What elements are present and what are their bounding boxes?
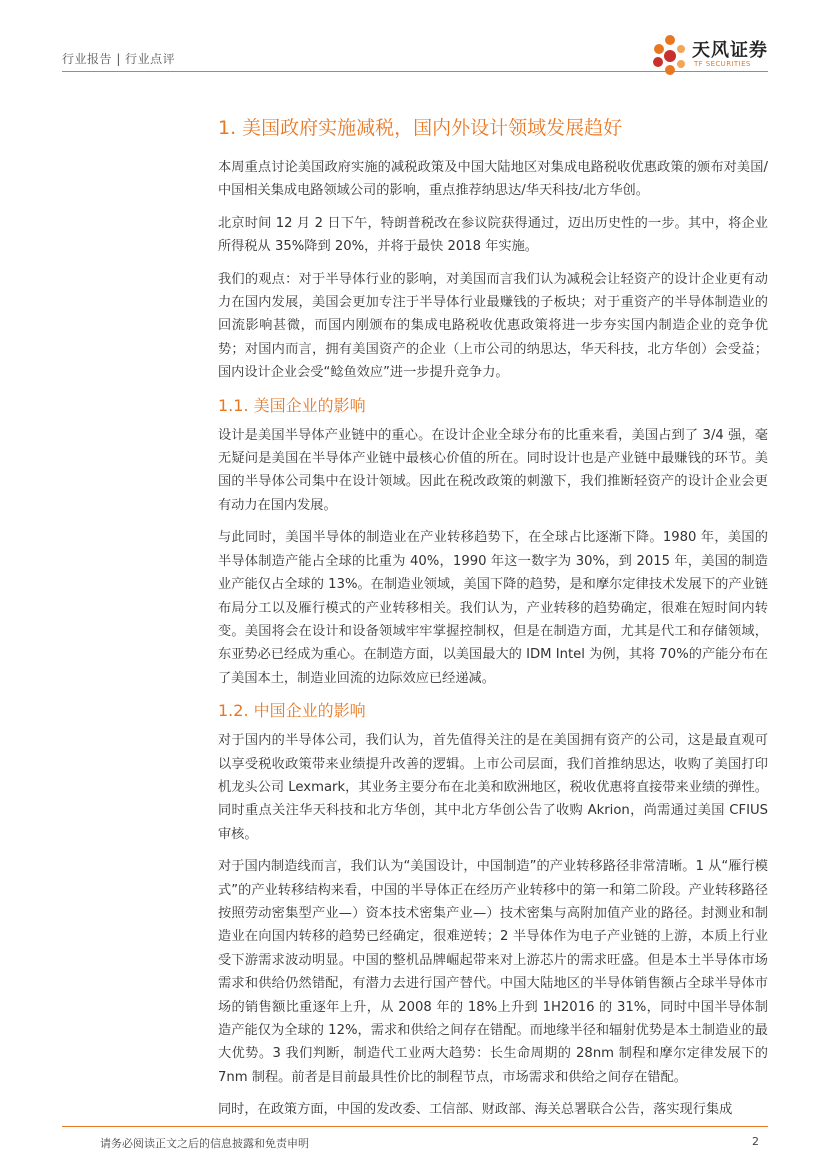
paragraph: 对于国内的半导体公司，我们认为，首先值得关注的是在美国拥有资产的公司，这是最直观可以享受税收政策带来业绩提升改善的逻辑。上市公司层面，我们首推纳思达，收购了美国打印机龙头公司 Lexmark，其业务主要分布在北美和欧洲地区，税收优惠将直接带来业绩的弹性。同时重点关注华天科技和北方华创，其中北方华创公告了收购 Akrion，尚需通过美国 CFIUS 审核。: [218, 733, 768, 842]
paragraph: 北京时间 12 月 2 日下午，特朗普税改在参议院获得通过，迈出历史性的一步。其中，将企业所得税从 35%降到 20%，并将于最快 2018 年实施。: [218, 215, 768, 255]
subsection-title: 1.2. 中国企业的影响: [218, 701, 366, 721]
footer-divider: [62, 1126, 768, 1127]
header-label: 行业报告 | 行业点评: [62, 52, 176, 66]
subsection-title: 1.1. 美国企业的影响: [218, 395, 366, 415]
page-number: 2: [752, 1135, 759, 1148]
paragraph: 同时，在政策方面，中国的发改委、工信部、财政部、海关总署联合公告，落实现行集成: [218, 1102, 733, 1118]
brand-name: 天风证券: [692, 40, 768, 61]
brand-logo: [648, 32, 768, 76]
paragraph: 设计是美国半导体产业链中的重心。在设计企业全球分布的比重来看，美国占到了 3/4 强，毫无疑问是美国在半导体产业链中最核心价值的所在。同时设计也是产业链中最赚钱的环节。美国的半导体公司集中在设计领域。因此在税改政策的刺激下，我们推断轻资产的设计企业会更有动力在国内发展。: [218, 427, 768, 513]
paragraph: 我们的观点：对于半导体行业的影响，对美国而言我们认为减税会让轻资产的设计企业更有动力在国内发展，美国会更加专注于半导体行业最赚钱的子板块；对于重资产的半导体制造业的回流影响甚微，而国内刚颁布的集成电路税收优惠政策将进一步夯实国内制造企业的竞争优势；对国内而言，拥有美国资产的企业（上市公司的纳思达，华天科技，北方华创）会受益；国内设计企业会受“鲶鱼效应”进一步提升竞争力。: [218, 271, 768, 381]
brand-subtitle: TF SECURITIES: [694, 60, 751, 68]
header-divider: [62, 71, 768, 72]
footer-disclaimer: 请务必阅读正文之后的信息披露和免责申明: [100, 1137, 309, 1150]
paragraph: 与此同时，美国半导体的制造业在产业转移趋势下，在全球占比逐渐下降。1980 年，美国的半导体制造产能占全球的比重为 40%，1990 年这一数字为 30%，到 2015 年，美国的制造业产能仅占全球的 13%。在制造业领域，美国下降的趋势，是和摩尔定律技术发展下的产业链布局分工以及雁行模式的产业转移相关。我们认为，产业转移的趋势确定，很难在短时间内转变。美国将会在设计和设备领域牢牢掌握控制权，但是在制造方面，尤其是代工和存储领域，东亚势必已经成为重心。在制造方面，以美国最大的 IDM Intel 为例，其将 70%的产能分布在了美国本土，制造业回流的边际效应已经递减。: [218, 530, 768, 686]
brand-mark-icon: [648, 32, 688, 76]
paragraph: 本周重点讨论美国政府实施的减税政策及中国大陆地区对集成电路税收优惠政策的颁布对美国/中国相关集成电路领域公司的影响，重点推荐纳思达/华天科技/北方华创。: [218, 160, 768, 199]
section-title: 1. 美国政府实施减税，国内外设计领域发展趋好: [218, 117, 623, 139]
main-content: [218, 114, 768, 1131]
paragraph: 对于国内制造线而言，我们认为“美国设计，中国制造”的产业转移路径非常清晰。1 从“雁行模式”的产业转移结构来看，中国的半导体正在经历产业转移中的第一和第二阶段。产业转移路径按照劳动密集型产业—）资本技术密集产业—）技术密集与高附加值产业的路径。封测业和制造业在向国内转移的趋势已经确定，很难逆转；2 半导体作为电子产业链的上游，本质上行业受下游需求波动明显。中国的整机品牌崛起带来对上游芯片的需求旺盛。但是本土半导体市场需求和供给仍然错配，有潜力去进行国产替代。中国大陆地区的半导体销售额占全球半导体市场的销售额比重逐年上升，从 2008 年的 18%上升到 1H2016 的 31%，同时中国半导体制造产能仅为全球的 12%，需求和供给之间存在错配。而地缘半径和辐射优势是本土制造业的最大优势。3 我们判断，制造代工业两大趋势：长生命周期的 28nm 制程和摩尔定律发展下的 7nm 制程。前者是目前最具性价比的制程节点，市场需求和供给之间存在错配。: [218, 859, 768, 1085]
